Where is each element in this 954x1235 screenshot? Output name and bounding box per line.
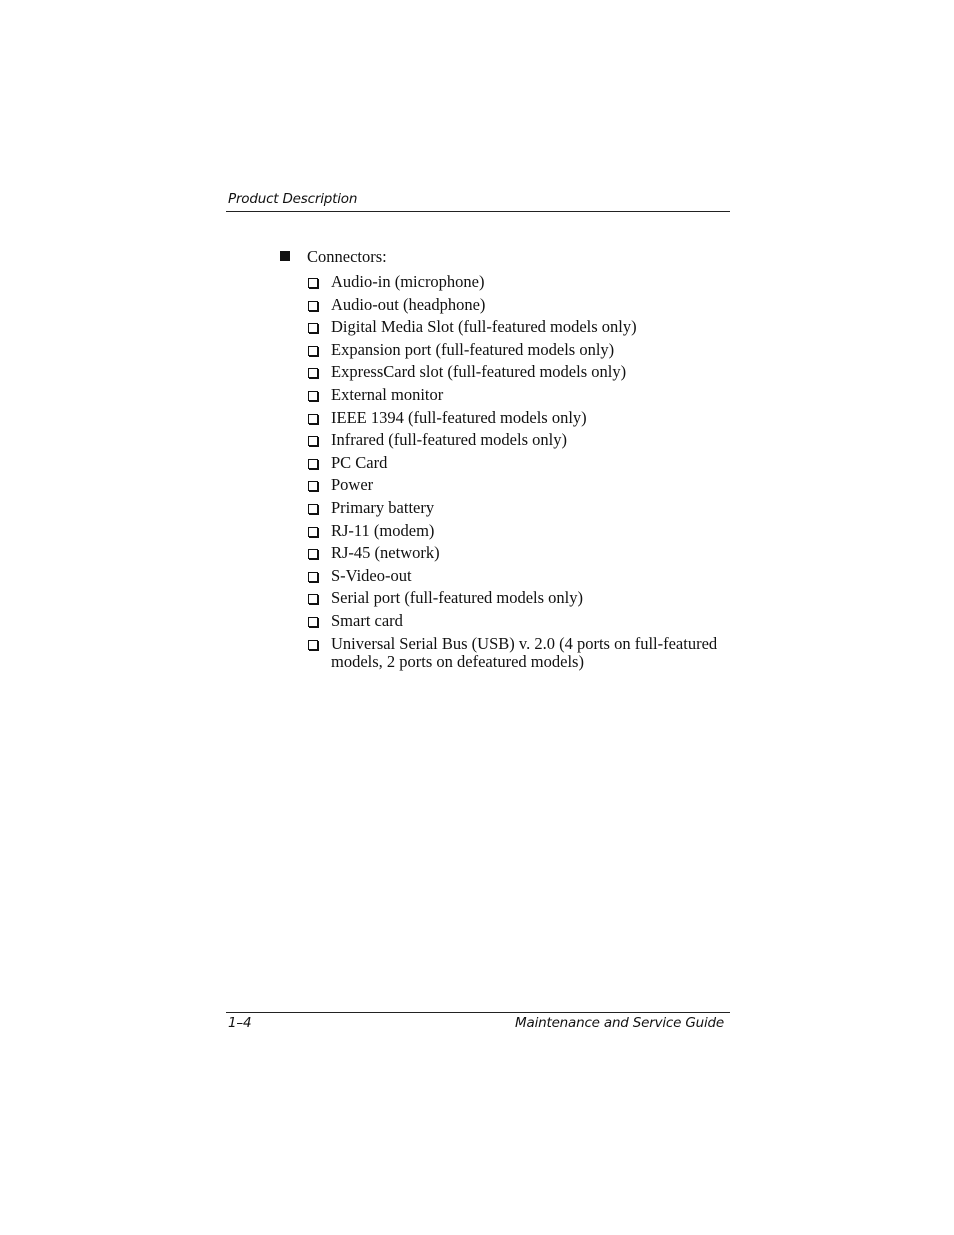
list-item: [308, 589, 740, 608]
square-bullet-icon: [280, 251, 290, 261]
list-item-label: Smart card: [331, 610, 403, 630]
list-item: [308, 363, 740, 382]
list-item: [308, 431, 740, 450]
list-item: [308, 635, 740, 672]
list-item-label: Audio-in (microphone): [331, 272, 485, 291]
list-item-label: ExpressCard slot (full-featured models only): [331, 362, 627, 382]
list-item-label: PC Card: [331, 452, 388, 472]
list-item-label: Audio-out (headphone): [331, 294, 486, 314]
list-item-label: RJ-11 (modem): [331, 520, 435, 540]
connectors-section: [280, 247, 740, 676]
guide-title: Maintenance and Service Guide: [515, 1015, 724, 1031]
list-item-label: Expansion port (full-featured models only): [331, 339, 615, 359]
list-item-label: IEEE 1394 (full-featured models only): [331, 407, 587, 427]
list-item-label: RJ-45 (network): [331, 543, 440, 563]
running-footer: [226, 1012, 730, 1031]
list-item: [308, 296, 740, 315]
list-item: [308, 567, 740, 586]
list-item-label: S-Video-out: [331, 565, 412, 585]
list-item: [308, 522, 740, 541]
list-item: [308, 318, 740, 337]
list-item: [308, 544, 740, 563]
list-item: [308, 612, 740, 631]
list-item: [308, 341, 740, 360]
list-item-label: Primary battery: [331, 497, 435, 517]
list-item-label: External monitor: [331, 384, 444, 404]
list-item-label: Infrared (full-featured models only): [331, 430, 567, 450]
connectors-heading: Connectors:: [307, 247, 387, 266]
list-item: [308, 476, 740, 495]
list-item-label: Serial port (full-featured models only): [331, 588, 584, 608]
list-item-label: Universal Serial Bus (USB) v. 2.0 (4 ports on full-featured models, 2 ports on defeatured models): [331, 633, 718, 671]
connectors-heading-item: [280, 247, 740, 267]
header-title: Product Description: [228, 191, 358, 207]
list-item-label: Power: [331, 475, 374, 495]
list-item: [308, 499, 740, 518]
list-item: [308, 409, 740, 428]
running-header: [226, 190, 730, 212]
list-item-label: Digital Media Slot (full-featured models only): [331, 317, 637, 337]
connectors-list: [308, 273, 740, 672]
list-item: [308, 386, 740, 405]
list-item: [308, 273, 740, 292]
page-number: 1–4: [228, 1015, 252, 1031]
list-item: [308, 454, 740, 473]
